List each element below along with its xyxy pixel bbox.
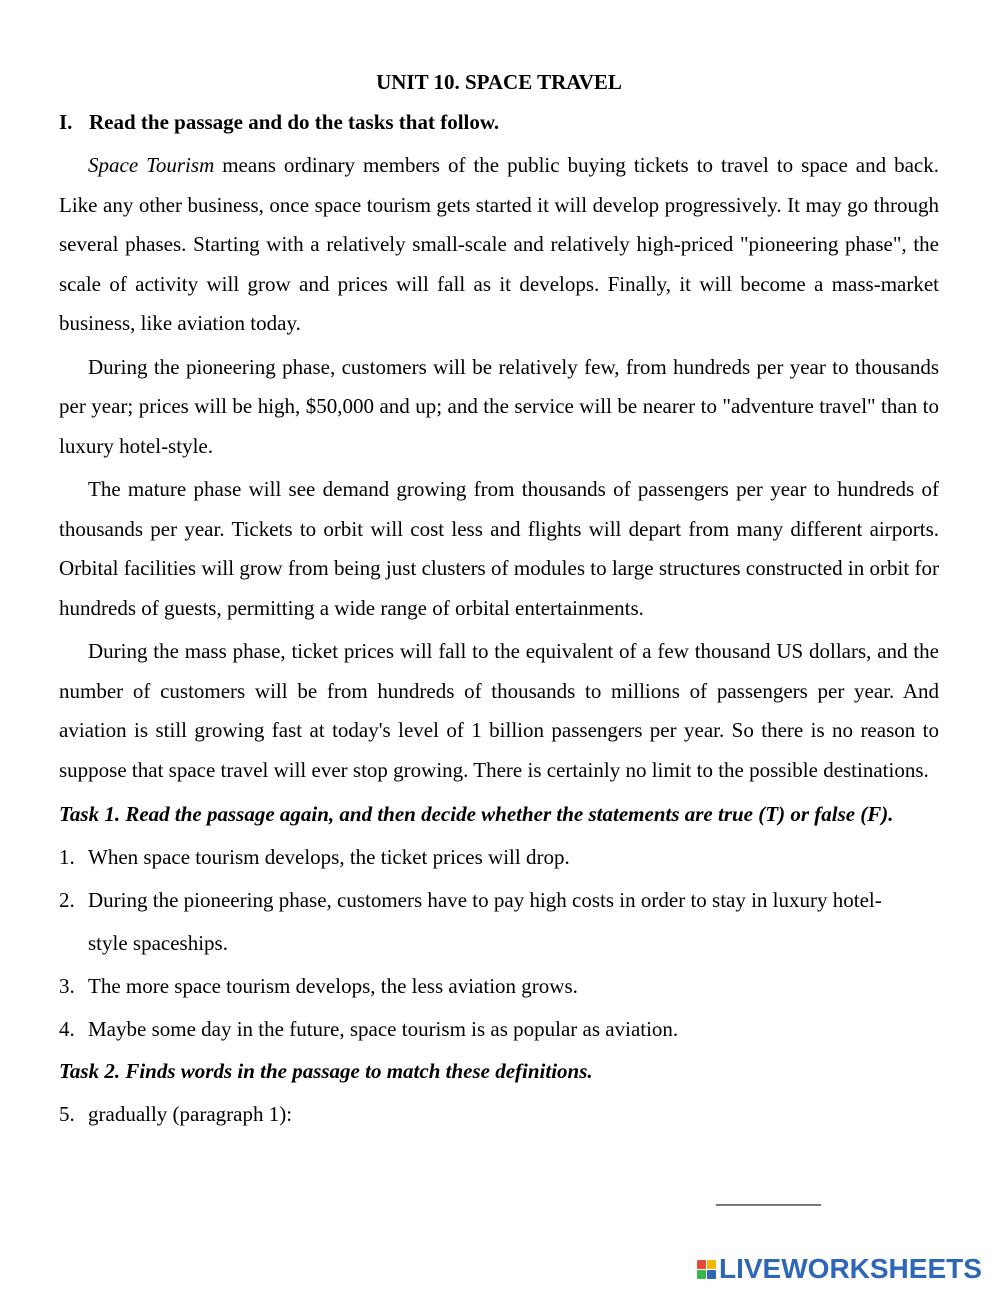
task2-list: [59, 1093, 939, 1136]
passage-paragraph-2: During the pioneering phase, customers will be relatively few, from hundreds per year to thousands per year; prices will be high, $50,000 and up; and the service will be nearer to "adventure travel" than to luxury hotel-style.: [59, 354, 939, 458]
section-number: I.: [59, 110, 73, 134]
item-text: During the pioneering phase, customers have to pay high costs in order to stay in luxury hotel-style spaceships.: [88, 888, 882, 955]
passage-term: Space Tourism: [88, 153, 215, 177]
passage-paragraph-1: [59, 146, 939, 344]
section-heading: [59, 102, 939, 146]
logo-block: [707, 1260, 716, 1269]
passage-paragraph-1-text: means ordinary members of the public buying tickets to travel to space and back. Like any other business, once space tourism gets started it will develop progressively. It may go through several phases. Starting with a relatively small-scale and relatively high-priced "pioneering phase", the scale of activity will grow and prices will fall as it develops. Finally, it will become a mass-market business, like aviation today.: [59, 153, 939, 335]
logo-blocks-icon: [697, 1260, 716, 1279]
passage-paragraph-4: During the mass phase, ticket prices will fall to the equivalent of a few thousand US dollars, and the number of customers will be from hundreds of thousands to millions of passengers per year. And aviation is still growing fast at today's level of 1 billion passengers per year. So there is no reason to suppose that space travel will ever stop growing. There is certainly no limit to the possible destinations.: [59, 639, 939, 782]
item-number: 1.: [59, 845, 75, 869]
list-item: [59, 1008, 939, 1051]
task1-heading: Task 1. Read the passage again, and then decide whether the statements are true (T) or false (F).: [59, 802, 894, 826]
answer-blank[interactable]: __________: [716, 1184, 821, 1208]
item-text: The more space tourism develops, the less aviation grows.: [88, 974, 578, 998]
list-item: [59, 879, 939, 965]
section-text: Read the passage and do the tasks that follow.: [89, 110, 500, 134]
worksheet-page: [59, 62, 939, 1136]
logo-block: [707, 1270, 716, 1279]
item-text: Maybe some day in the future, space tourism is as popular as aviation.: [88, 1017, 679, 1041]
item-number: 4.: [59, 1017, 75, 1041]
liveworksheets-logo: [697, 1253, 982, 1285]
item-number: 3.: [59, 974, 75, 998]
list-item: [59, 1093, 939, 1136]
page-title: UNIT 10. SPACE TRAVEL: [376, 70, 622, 94]
item-text: When space tourism develops, the ticket prices will drop.: [88, 845, 570, 869]
passage-paragraph-3: The mature phase will see demand growing from thousands of passengers per year to hundreds of thousands per year. Tickets to orbit will cost less and flights will depart from many different airports. Orbital facilities will grow from being just clusters of modules to large structures constructed in orbit for hundreds of guests, permitting a wide range of orbital entertainments.: [59, 477, 939, 620]
item-number: 2.: [59, 888, 75, 912]
item-text: gradually (paragraph 1):: [88, 1102, 293, 1126]
list-item: [59, 836, 939, 879]
logo-block: [697, 1260, 706, 1269]
logo-text: LIVEWORKSHEETS: [719, 1253, 982, 1284]
task1-list: [59, 836, 939, 1051]
list-item: [59, 965, 939, 1008]
item-number: 5.: [59, 1102, 75, 1126]
logo-block: [697, 1270, 706, 1279]
task2-heading: Task 2. Finds words in the passage to match these definitions.: [59, 1059, 593, 1083]
